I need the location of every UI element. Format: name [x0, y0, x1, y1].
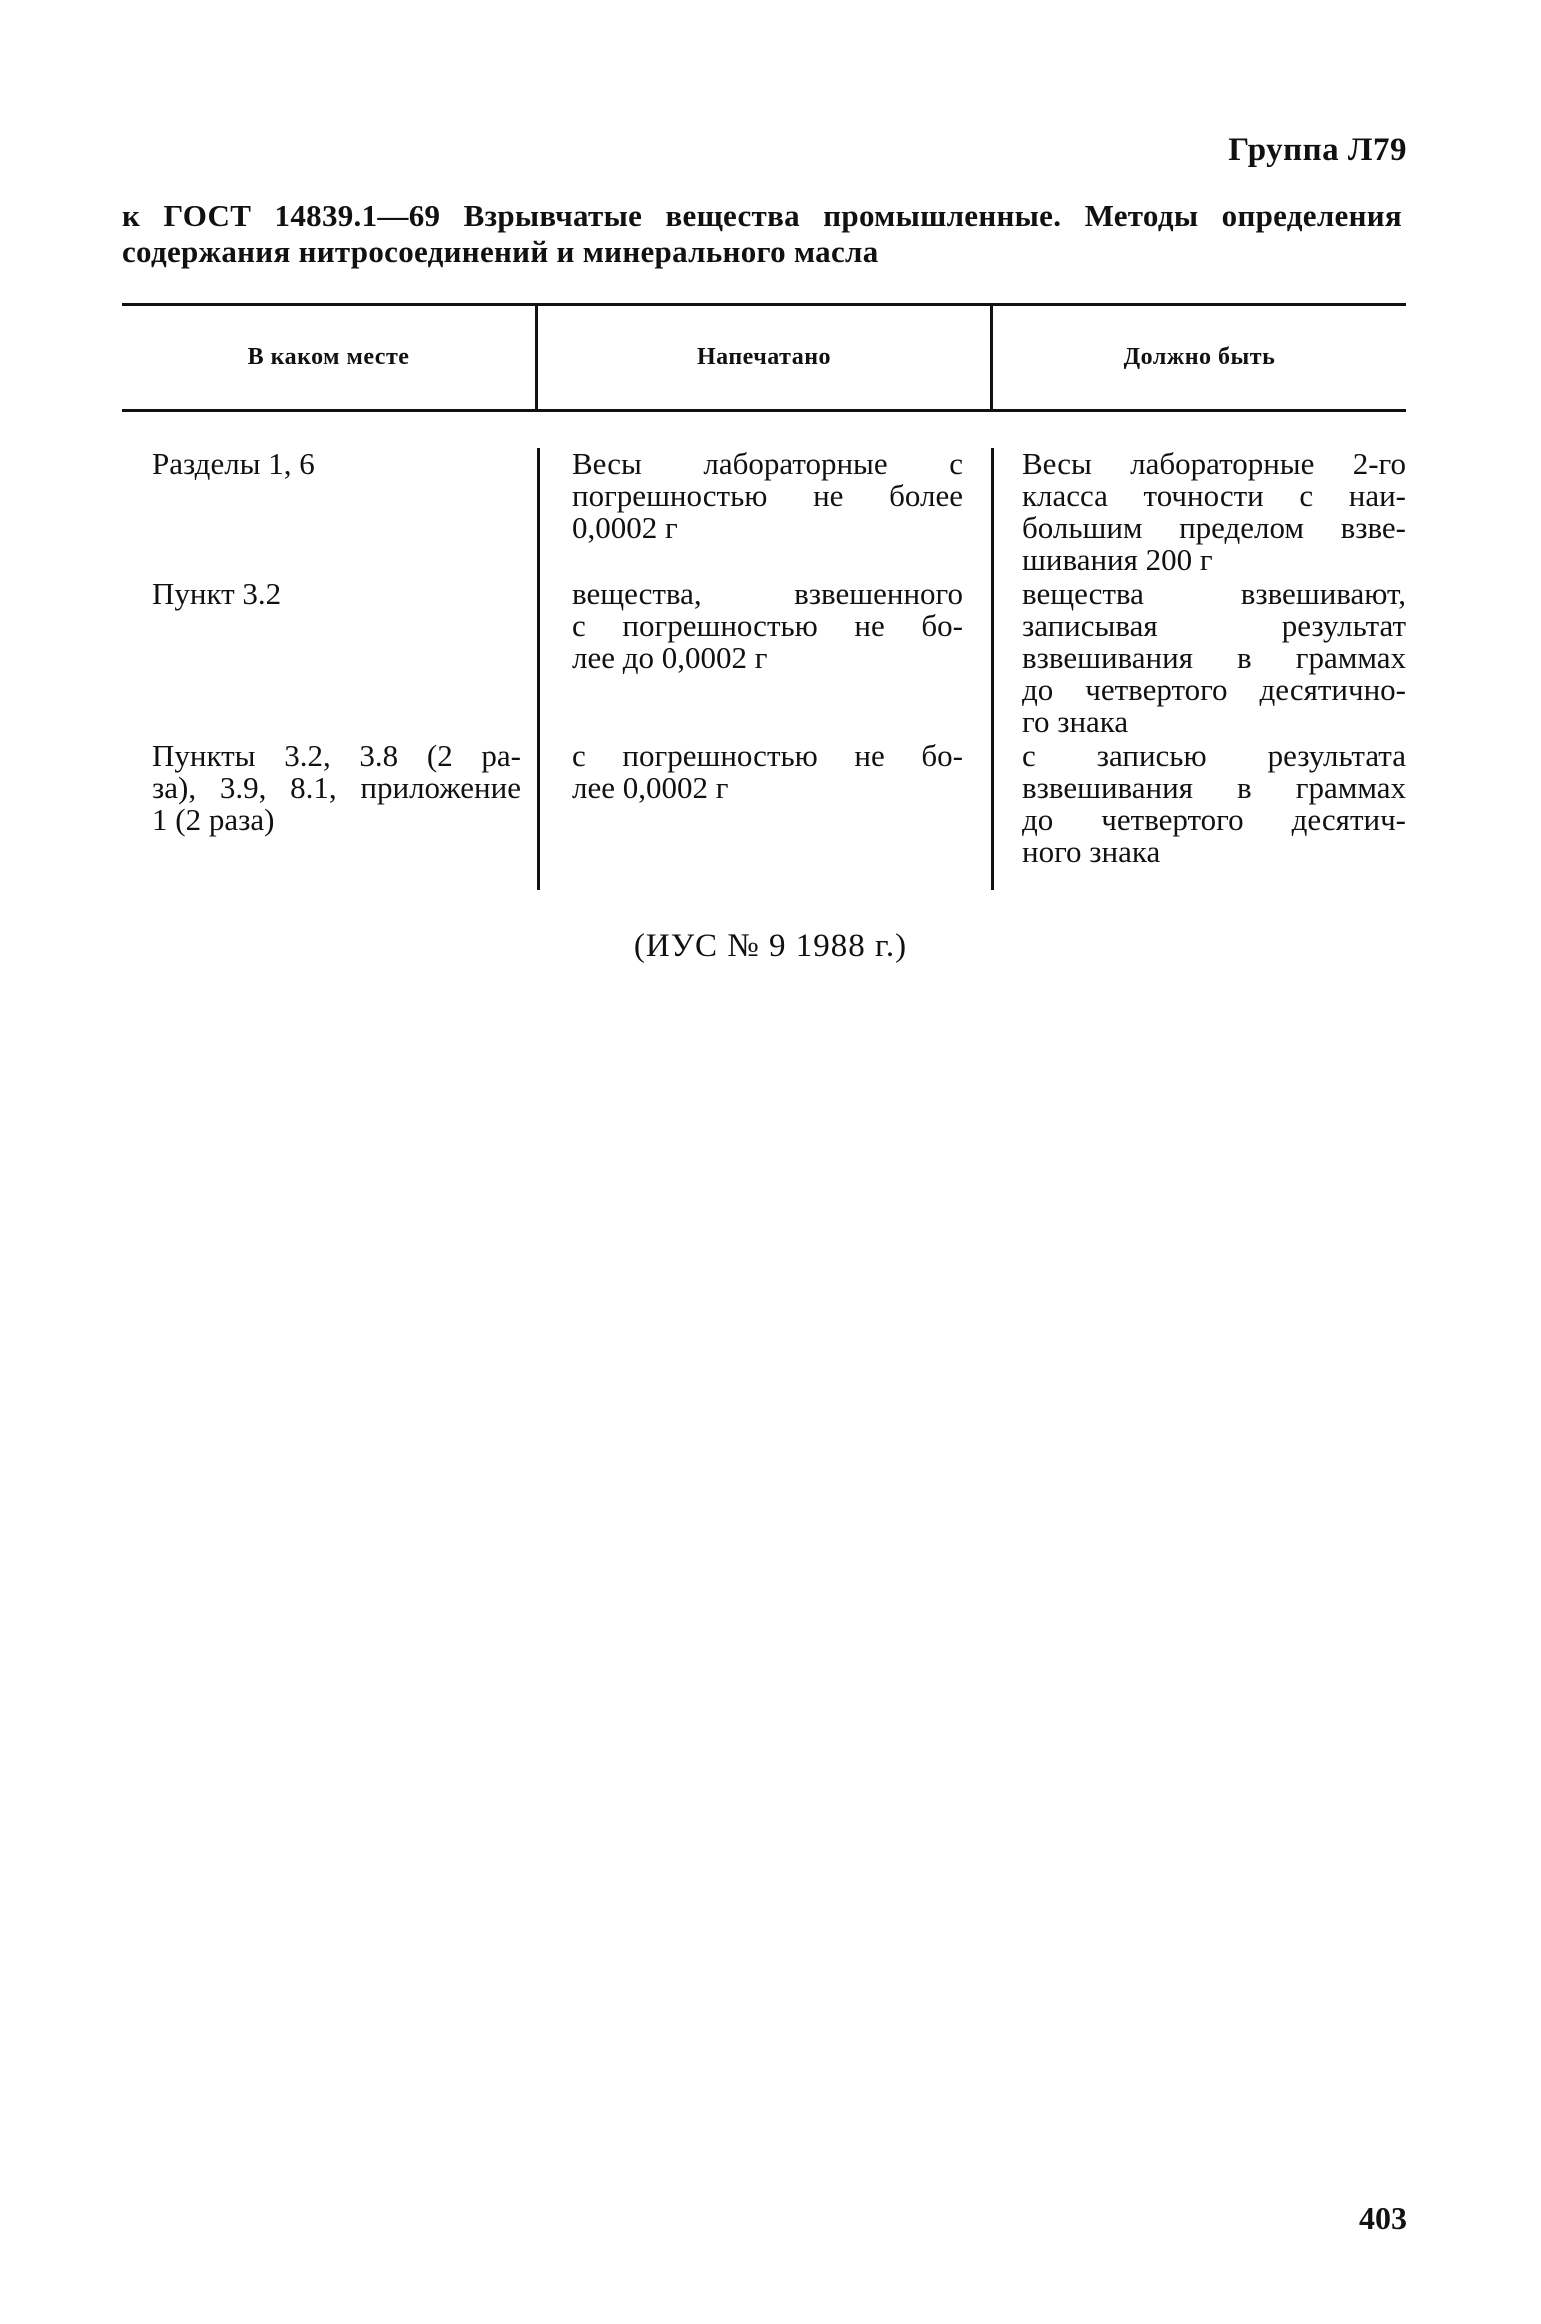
- cell-line: с погрешностью не бо-: [572, 608, 963, 643]
- cell-line: лее до 0,0002 г: [572, 640, 768, 675]
- page-number: 403: [1359, 2200, 1407, 2236]
- cell-should-be: [991, 448, 1406, 578]
- cell-place: [122, 740, 537, 890]
- column-header-should-be: Должно быть: [990, 306, 1406, 409]
- cell-line: с погрешностью не бо-: [572, 738, 963, 773]
- table-row: [122, 578, 1406, 740]
- cell-line: с записью результата: [1022, 738, 1406, 773]
- cell-line: взвешивания в граммах: [1022, 770, 1406, 805]
- cell-should-be: [991, 740, 1406, 890]
- document-title: [122, 198, 1402, 270]
- table-body: [122, 412, 1406, 890]
- table-row: [122, 448, 1406, 578]
- cell-line: большим пределом взве-: [1022, 510, 1406, 545]
- cell-should-be: [991, 578, 1406, 740]
- cell-place: [122, 578, 537, 740]
- cell-line: Пункты 3.2, 3.8 (2 ра-: [152, 738, 521, 773]
- cell-line: Разделы 1, 6: [152, 446, 315, 481]
- cell-printed: [537, 448, 991, 578]
- document-title-line-1: к ГОСТ 14839.1—69 Взрывчатые вещества промышленные. Методы определения: [122, 198, 1402, 233]
- cell-line: Весы лабораторные с: [572, 446, 963, 481]
- document-title-line-2: содержания нитросоединений и минерального масла: [122, 234, 879, 269]
- cell-printed: [537, 740, 991, 890]
- cell-line: до четвертого десятично-: [1022, 672, 1406, 707]
- cell-line: шивания 200 г: [1022, 542, 1213, 577]
- group-label: Группа Л79: [1228, 132, 1407, 168]
- cell-line: до четвертого десятич-: [1022, 802, 1406, 837]
- cell-line: Весы лабораторные 2-го: [1022, 446, 1406, 481]
- cell-line: 1 (2 раза): [152, 802, 275, 837]
- cell-line: ного знака: [1022, 834, 1161, 869]
- column-header-printed: Напечатано: [535, 306, 990, 409]
- cell-line: за), 3.9, 8.1, приложение: [152, 770, 521, 805]
- column-header-place: В каком месте: [247, 344, 410, 370]
- corrections-table: [122, 303, 1406, 890]
- cell-line: лее 0,0002 г: [572, 770, 729, 805]
- cell-line: го знака: [1022, 704, 1129, 739]
- table-header: [122, 306, 1406, 412]
- cell-line: записывая результат: [1022, 608, 1406, 643]
- table-row: [122, 740, 1406, 890]
- cell-line: погрешностью не более: [572, 478, 963, 513]
- cell-line: класса точности с наи-: [1022, 478, 1406, 513]
- cell-line: вещества, взвешенного: [572, 576, 963, 611]
- cell-line: Пункт 3.2: [152, 576, 282, 611]
- cell-line: 0,0002 г: [572, 510, 678, 545]
- cell-line: взвешивания в граммах: [1022, 640, 1406, 675]
- source-reference: (ИУС № 9 1988 г.): [633, 928, 908, 964]
- cell-line: вещества взвешивают,: [1022, 576, 1406, 611]
- cell-place: [122, 448, 537, 578]
- cell-printed: [537, 578, 991, 740]
